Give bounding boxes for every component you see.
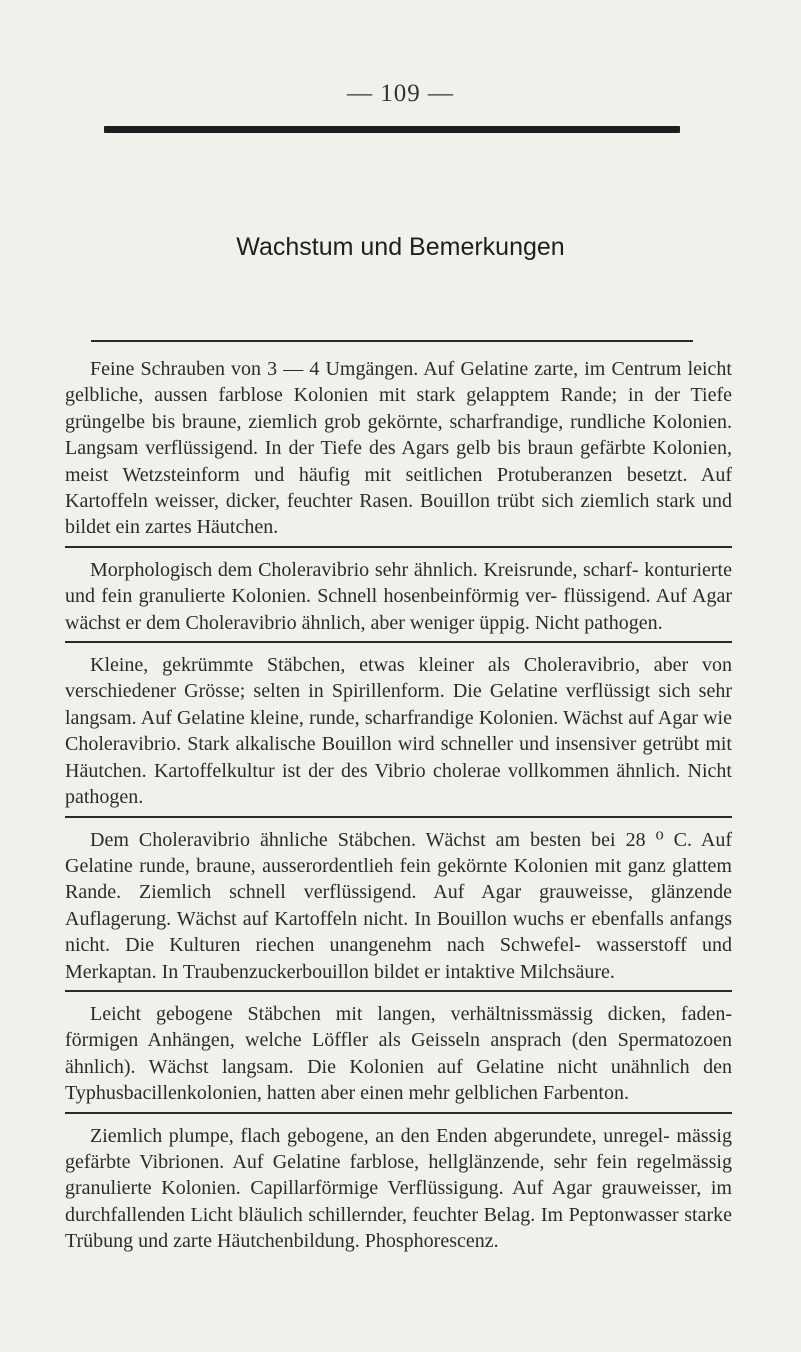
entry-paragraph: Leicht gebogene Stäbchen mit langen, verhältnissmässig dicken, faden- förmigen Anhängen, welche Löffler als Geisseln ansprach (den Spermatozoen ähnlich). Wächst langsam. Die Kolonien auf Gelatine nicht unähnlich den Typhusbacillenkolonien, hatten aber einen mehr gelblichen Farbenton. (65, 992, 732, 1114)
page-number: — 109 — (347, 80, 454, 107)
entry-list (65, 345, 732, 1260)
heading-rule (91, 340, 693, 342)
entry-paragraph: Morphologisch dem Choleravibrio sehr ähnlich. Kreisrunde, scharf- konturierte und fein granulierte Kolonien. Schnell hosenbeinförmig ver- flüssigend. Auf Agar wächst er dem Choleravibrio ähnlich, aber weniger üppig. Nicht pathogen. (65, 548, 732, 643)
entry-paragraph: Feine Schrauben von 3 — 4 Umgängen. Auf Gelatine zarte, im Centrum leicht gelbliche, aussen farblose Kolonien mit stark gelapptem Rande; in der Tiefe grüngelbe bis braune, ziemlich grob gekörnte, scharfrandige, rundliche Kolonien. Langsam verflüssigend. In der Tiefe des Agars gelb bis braun gefärbte Kolonien, meist Wetzsteinform und häufig mit seitlichen Protuberanzen besetzt. Auf Kartoffeln weisser, dicker, feuchter Rasen. Bouillon trübt sich ziemlich stark und bildet ein zartes Häutchen. (65, 345, 732, 548)
header-rule (104, 126, 680, 133)
entry-paragraph: Dem Choleravibrio ähnliche Stäbchen. Wächst am besten bei 28 ⁰ C. Auf Gelatine runde, braune, ausserordentlieh fein gekörnte Kolonien mit ganz glattem Rande. Ziemlich schnell verflüssigend. Auf Agar grauweisse, glänzende Auflagerung. Wächst auf Kartoffeln nicht. In Bouillon wuchs er ebenfalls anfangs nicht. Die Kulturen riechen unangenehm nach Schwefel- wasserstoff und Merkaptan. In Traubenzuckerbouillon bildet er intaktive Milchsäure. (65, 818, 732, 992)
entry-paragraph: Ziemlich plumpe, flach gebogene, an den Enden abgerundete, unregel- mässig gefärbte Vibrionen. Auf Gelatine farblose, hellglänzende, sehr fein regelmässig granulierte Kolonien. Capillarförmige Verflüssigung. Auf Agar grauweisser, im durchfallenden Licht bläulich schillernder, feuchter Belag. Im Peptonwasser starke Trübung und zarte Häutchenbildung. Phosphorescenz. (65, 1124, 732, 1253)
entry-paragraph: Kleine, gekrümmte Stäbchen, etwas kleiner als Choleravibrio, aber von verschiedener Grösse; selten in Spirillenform. Die Gelatine verflüssigt sich sehr langsam. Auf Gelatine kleine, runde, scharfrandige Kolonien. Wächst auf Agar wie Choleravibrio. Stark alkalische Bouillon wird schneller und insensiver getrübt mit Häutchen. Kartoffelkultur ist der des Vibrio cholerae vollkommen ähnlich. Nicht pathogen. (65, 643, 732, 817)
column-heading: Wachstum und Bemerkungen (236, 233, 565, 261)
